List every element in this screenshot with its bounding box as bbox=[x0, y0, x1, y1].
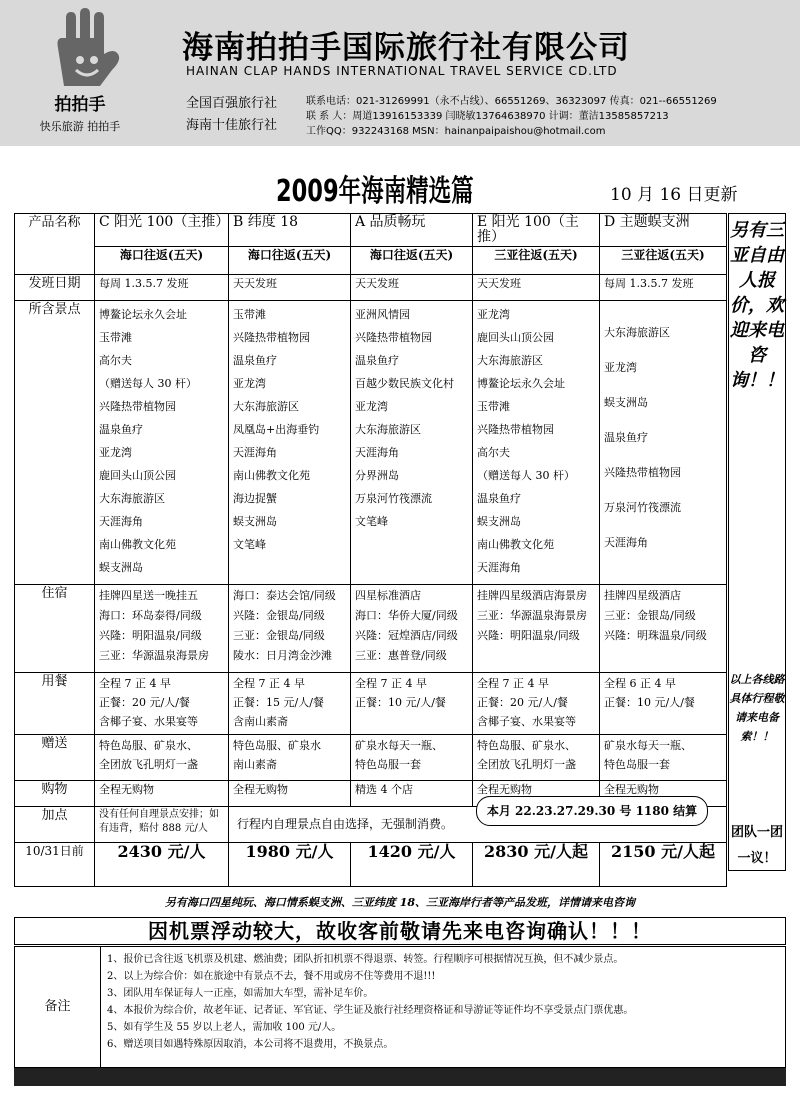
list-item: 天涯海角 bbox=[99, 515, 143, 528]
spots-list bbox=[600, 301, 727, 585]
brand-name: 拍拍手 bbox=[54, 95, 106, 115]
hotel-list bbox=[600, 585, 727, 673]
extra-rest: 行程内自理景点自由选择，无强制消费。 bbox=[229, 807, 727, 843]
list-item: 大东海旅游区 bbox=[355, 423, 421, 436]
gift-list bbox=[600, 735, 727, 781]
hotel-list bbox=[351, 585, 473, 673]
list-item: 挂牌四星级酒店 bbox=[604, 589, 681, 602]
price: 2430 元/人 bbox=[95, 843, 229, 887]
departure-date: 天天发班 bbox=[351, 275, 473, 301]
departure-date: 每周 1.3.5.7 发班 bbox=[600, 275, 727, 301]
award-tag-1: 全国百强旅行社 bbox=[186, 96, 278, 111]
price: 2830 元/人起 bbox=[473, 843, 600, 887]
spots-list bbox=[351, 301, 473, 585]
list-item: 大东海旅游区 bbox=[604, 326, 670, 339]
page-title: 2009年海南精选篇 bbox=[276, 174, 474, 209]
footer-bar bbox=[14, 1068, 786, 1086]
list-item: 高尔夫 bbox=[477, 446, 510, 459]
list-item: 陵水：日月湾金沙滩 bbox=[233, 649, 332, 662]
list-item: 文笔峰 bbox=[355, 515, 388, 528]
product-name: C 阳光 100（主推） bbox=[95, 214, 229, 247]
list-item: （赠送每人 30 杆） bbox=[99, 377, 197, 390]
list-item: 特色岛服、矿泉水、 bbox=[99, 739, 198, 752]
list-item: 大东海旅游区 bbox=[477, 354, 543, 367]
hotel-list bbox=[95, 585, 229, 673]
label-departure: 发班日期 bbox=[15, 275, 95, 301]
list-item: 玉带滩 bbox=[233, 308, 266, 321]
hotel-list bbox=[473, 585, 600, 673]
contact-persons: 联 系 人：周道13916153339 闫晓敏13764638970 计调：董洁13585857213 bbox=[306, 111, 669, 122]
product-route: 三亚往返(五天) bbox=[600, 247, 727, 275]
meal-list bbox=[95, 673, 229, 735]
spots-list bbox=[473, 301, 600, 585]
list-item: 3、团队用车保证每人一正座，如需加大车型，需补足车价。 bbox=[107, 988, 374, 999]
list-item: 兴隆：明阳温泉/同级 bbox=[99, 629, 202, 642]
contact-online: 工作QQ：932243168 MSN：hainanpaipaishou@hotmail.com bbox=[306, 126, 606, 137]
list-item: 鹿回头山顶公园 bbox=[477, 331, 554, 344]
product-name: E 阳光 100（主推） bbox=[473, 214, 600, 247]
label-spots: 所含景点 bbox=[15, 301, 95, 585]
list-item: 海口：泰达会馆/同级 bbox=[233, 589, 336, 602]
notes-list bbox=[107, 951, 783, 1053]
gift-list bbox=[229, 735, 351, 781]
list-item: 天涯海角 bbox=[604, 536, 648, 549]
list-item: 正餐：20 元/人/餐 bbox=[99, 696, 190, 709]
product-route: 海口往返(五天) bbox=[351, 247, 473, 275]
shopping: 精选 4 个店 bbox=[351, 781, 473, 807]
list-item: 三亚：华源温泉海景房 bbox=[99, 649, 209, 662]
brand-slogan: 快乐旅游 拍拍手 bbox=[39, 120, 121, 133]
list-item: 挂牌四星送一晚挂五 bbox=[99, 589, 198, 602]
list-item: 蜈支洲岛 bbox=[604, 396, 648, 409]
label-product-name: 产品名称 bbox=[15, 214, 95, 275]
list-item: 正餐：15 元/人/餐 bbox=[233, 696, 324, 709]
side-note-itinerary: 以上各线路具体行程敬请来电备索！！ bbox=[729, 673, 785, 743]
list-item: 博鳌论坛永久会址 bbox=[99, 308, 187, 321]
price: 2150 元/人起 bbox=[600, 843, 727, 887]
list-item: 博鳌论坛永久会址 bbox=[477, 377, 565, 390]
list-item: 含椰子宴、水果宴等 bbox=[477, 715, 576, 728]
price: 1980 元/人 bbox=[229, 843, 351, 887]
list-item: 兴隆热带植物园 bbox=[233, 331, 310, 344]
other-products: 另有海口四星纯玩、海口情系蜈支洲、三亚纬度 18、三亚海岸行者等产品发班，详情请来电咨询 bbox=[164, 896, 636, 909]
list-item: 海口：华侨大厦/同级 bbox=[355, 609, 458, 622]
list-item: 正餐：20 元/人/餐 bbox=[477, 696, 568, 709]
meal-list bbox=[473, 673, 600, 735]
list-item: 文笔峰 bbox=[233, 538, 266, 551]
list-item: 海边捉蟹 bbox=[233, 492, 277, 505]
list-item: 天涯海角 bbox=[477, 561, 521, 574]
notes-label: 备注 bbox=[15, 947, 101, 1067]
hand-logo-icon bbox=[44, 8, 128, 92]
list-item: 全团放飞孔明灯一盏 bbox=[99, 758, 198, 771]
label-gift: 赠送 bbox=[15, 735, 95, 781]
departure-date: 天天发班 bbox=[229, 275, 351, 301]
list-item: 温泉鱼疗 bbox=[604, 431, 648, 444]
list-item: 挂牌四星级酒店海景房 bbox=[477, 589, 587, 602]
list-item: 鹿回头山顶公园 bbox=[99, 469, 176, 482]
gift-list bbox=[351, 735, 473, 781]
list-item: 全程 6 正 4 早 bbox=[604, 677, 676, 690]
list-item: 温泉鱼疗 bbox=[233, 354, 277, 367]
list-item: 蜈支洲岛 bbox=[99, 561, 143, 574]
list-item: 海口：环岛泰得/同级 bbox=[99, 609, 202, 622]
list-item: 高尔夫 bbox=[99, 354, 132, 367]
list-item: 6、赠送项目如遇特殊原因取消，本公司将不退费用，不换景点。 bbox=[107, 1039, 394, 1050]
list-item: 亚龙湾 bbox=[604, 361, 637, 374]
list-item: 温泉鱼疗 bbox=[477, 492, 521, 505]
shopping: 全程无购物 bbox=[600, 781, 727, 807]
list-item: 兴隆：冠煌酒店/同级 bbox=[355, 629, 458, 642]
list-item: 含南山素斋 bbox=[233, 715, 288, 728]
list-item: 温泉鱼疗 bbox=[355, 354, 399, 367]
price: 1420 元/人 bbox=[351, 843, 473, 887]
departure-date: 每周 1.3.5.7 发班 bbox=[95, 275, 229, 301]
side-note-sanya: 另有三亚自由人报价，欢迎来电咨询！！ bbox=[730, 220, 784, 391]
list-item: 兴隆：明阳温泉/同级 bbox=[477, 629, 580, 642]
list-item: 三亚：华源温泉海景房 bbox=[477, 609, 587, 622]
product-name: A 品质畅玩 bbox=[351, 214, 473, 247]
list-item: 全程 7 正 4 早 bbox=[355, 677, 427, 690]
list-item: 正餐：10 元/人/餐 bbox=[604, 696, 695, 709]
list-item: 百越少数民族文化村 bbox=[355, 377, 454, 390]
list-item: 天涯海角 bbox=[233, 446, 277, 459]
shopping: 全程无购物 bbox=[473, 781, 600, 807]
label-extra: 加点 bbox=[15, 807, 95, 843]
list-item: 全程 7 正 4 早 bbox=[477, 677, 549, 690]
list-item: 南山佛教文化苑 bbox=[233, 469, 310, 482]
list-item: 全团放飞孔明灯一盏 bbox=[477, 758, 576, 771]
list-item: 兴隆热带植物园 bbox=[604, 466, 681, 479]
shopping: 全程无购物 bbox=[229, 781, 351, 807]
spots-list bbox=[95, 301, 229, 585]
list-item: 温泉鱼疗 bbox=[99, 423, 143, 436]
list-item: 1、报价已含往返飞机票及机建、燃油费；团队折扣机票不得退票、转签。行程顺序可根据情况互换，但不减少景点。 bbox=[107, 954, 624, 965]
update-date: 10 月 16 日更新 bbox=[610, 185, 738, 205]
settlement-callout: 本月 22.23.27.29.30 号 1180 结算 bbox=[476, 796, 708, 826]
list-item: 四星标准酒店 bbox=[355, 589, 421, 602]
list-item: 亚龙湾 bbox=[99, 446, 132, 459]
list-item: 2、以上为综合价：如在旅途中有景点不去，餐不用或房不住等费用不退!!! bbox=[107, 971, 436, 982]
product-name: B 纬度 18 bbox=[229, 214, 351, 247]
list-item: 全程 7 正 4 早 bbox=[99, 677, 171, 690]
notes-section bbox=[14, 946, 786, 1068]
company-name-en: HAINAN CLAP HANDS INTERNATIONAL TRAVEL SERVICE CD.LTD bbox=[186, 64, 618, 78]
company-name-cn: 海南拍拍手国际旅行社有限公司 bbox=[182, 30, 630, 66]
list-item: 万泉河竹筏漂流 bbox=[604, 501, 681, 514]
label-meal: 用餐 bbox=[15, 673, 95, 735]
product-table bbox=[14, 213, 727, 887]
page-header bbox=[0, 0, 800, 146]
list-item: 兴隆：金银岛/同级 bbox=[233, 609, 325, 622]
product-route: 三亚往返(五天) bbox=[473, 247, 600, 275]
list-item: 亚洲风情园 bbox=[355, 308, 410, 321]
list-item: 兴隆热带植物园 bbox=[355, 331, 432, 344]
list-item: 三亚：惠普登/同级 bbox=[355, 649, 447, 662]
list-item: 矿泉水每天一瓶、 bbox=[604, 739, 692, 752]
price-warning: 因机票浮动较大，故收客前敬请先来电咨询确认！！！ bbox=[14, 917, 786, 945]
company-logo bbox=[38, 8, 134, 136]
list-item: 兴隆：明珠温泉/同级 bbox=[604, 629, 707, 642]
list-item: 亚龙湾 bbox=[233, 377, 266, 390]
award-tag-2: 海南十佳旅行社 bbox=[186, 118, 278, 133]
extra-c: 没有任何自理景点安排；如有违背，赔付 888 元/人 bbox=[95, 807, 229, 843]
list-item: 天涯海角 bbox=[355, 446, 399, 459]
list-item: 含椰子宴、水果宴等 bbox=[99, 715, 198, 728]
list-item: 南山佛教文化苑 bbox=[477, 538, 554, 551]
list-item: 大东海旅游区 bbox=[233, 400, 299, 413]
list-item: 凤凰岛+出海垂钓 bbox=[233, 423, 320, 436]
list-item: 三亚：金银岛/同级 bbox=[233, 629, 325, 642]
list-item: 亚龙湾 bbox=[355, 400, 388, 413]
list-item: 三亚：金银岛/同级 bbox=[604, 609, 696, 622]
list-item: 特色岛服一套 bbox=[355, 758, 421, 771]
list-item: 亚龙湾 bbox=[477, 308, 510, 321]
side-panel bbox=[728, 213, 786, 871]
list-item: 4、本报价为综合价，故老年证、记者证、军官证、学生证及旅行社经理资格证和导游证等证件均不享受景点门票优惠。 bbox=[107, 1005, 634, 1016]
gift-list bbox=[473, 735, 600, 781]
product-name: D 主题蜈支洲 bbox=[600, 214, 727, 247]
list-item: 5、如有学生及 55 岁以上老人，需加收 100 元/人。 bbox=[107, 1022, 342, 1033]
list-item: 正餐：10 元/人/餐 bbox=[355, 696, 446, 709]
list-item: 兴隆热带植物园 bbox=[477, 423, 554, 436]
shopping: 全程无购物 bbox=[95, 781, 229, 807]
list-item: 玉带滩 bbox=[99, 331, 132, 344]
side-note-group: 团队一团一议！ bbox=[730, 825, 783, 866]
label-hotel: 住宿 bbox=[15, 585, 95, 673]
list-item: 特色岛服、矿泉水、 bbox=[477, 739, 576, 752]
list-item: 南山佛教文化苑 bbox=[99, 538, 176, 551]
gift-list bbox=[95, 735, 229, 781]
product-route: 海口往返(五天) bbox=[95, 247, 229, 275]
list-item: 万泉河竹筏漂流 bbox=[355, 492, 432, 505]
list-item: 蜈支洲岛 bbox=[477, 515, 521, 528]
label-shop: 购物 bbox=[15, 781, 95, 807]
list-item: 南山素斋 bbox=[233, 758, 277, 771]
list-item: 特色岛服一套 bbox=[604, 758, 670, 771]
hotel-list bbox=[229, 585, 351, 673]
list-item: 矿泉水每天一瓶、 bbox=[355, 739, 443, 752]
meal-list bbox=[600, 673, 727, 735]
list-item: （赠送每人 30 杆） bbox=[477, 469, 575, 482]
list-item: 全程 7 正 4 早 bbox=[233, 677, 305, 690]
product-route: 海口往返(五天) bbox=[229, 247, 351, 275]
departure-date: 天天发班 bbox=[473, 275, 600, 301]
contact-phone: 联系电话：021-31269991（永不占线）、66551269、36323097 传真：021--66551269 bbox=[306, 96, 717, 107]
list-item: 特色岛服、矿泉水 bbox=[233, 739, 321, 752]
list-item: 蜈支洲岛 bbox=[233, 515, 277, 528]
meal-list bbox=[351, 673, 473, 735]
list-item: 大东海旅游区 bbox=[99, 492, 165, 505]
list-item: 分界洲岛 bbox=[355, 469, 399, 482]
spots-list bbox=[229, 301, 351, 585]
meal-list bbox=[229, 673, 351, 735]
list-item: 玉带滩 bbox=[477, 400, 510, 413]
label-price-date: 10/31日前 bbox=[15, 843, 95, 887]
list-item: 兴隆热带植物园 bbox=[99, 400, 176, 413]
